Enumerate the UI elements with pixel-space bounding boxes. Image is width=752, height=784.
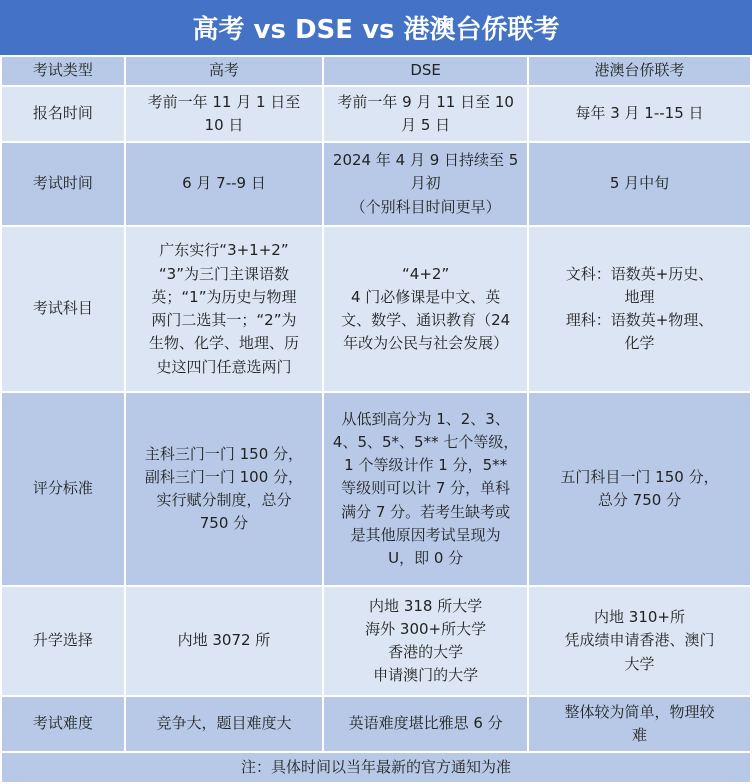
cell-line: 理科：语数英+物理、 [565,311,714,329]
cell-line: 年改为公民与社会发展） [343,334,509,353]
cell-line: “3”为三门主课语数 [158,264,289,283]
cell-line: 考前一年 11 月 1 日至 [147,92,301,111]
row-label: 考试难度 [1,696,125,752]
cell-dse [323,226,528,392]
cell-liankao [528,226,751,392]
cell-line: 2024 年 4 月 9 日持续至 5 [332,151,519,170]
row-admission [1,586,751,696]
cell-line: 文、数学、通识教育（24 [341,311,511,329]
cell-line: 等级则可以计 7 分，单科 [341,479,511,498]
cell-line: 考前一年 9 月 11 日至 10 [337,92,514,111]
cell-line: 整体较为简单，物理较 [564,702,715,721]
cell-line: 难 [631,726,647,744]
cell-dse [323,86,528,142]
cell-line: 广东实行“3+1+2” [159,241,289,260]
cell-gaokao [125,696,324,752]
cell-line: 化学 [624,334,655,353]
cell-line: 两门二选其一；“2”为 [151,311,297,329]
cell-line: 申请澳门的大学 [373,666,479,685]
cell-line: 750 分 [199,514,249,533]
page-title: 高考 vs DSE vs 港澳台侨联考 [0,0,752,55]
cell-line: 从低到高分为 1、2、3、 [341,409,510,428]
cell-line: 香港的大学 [388,643,464,661]
cell-line: 文科：语数英+历史、 [565,264,714,283]
cell-dse [323,392,528,586]
cell-line: 内地 310+所 [594,608,685,627]
cell-line: 满分 7 分。若考生缺考或 [341,502,511,521]
header-exam-type: 考试类型 [1,56,125,86]
footnote: 注：具体时间以当年最新的官方通知为准 [1,752,751,783]
row-exam-time [1,142,751,226]
cell-line: 副科三门一门 100 分， [144,467,304,486]
cell-liankao [528,586,751,696]
cell-line: 实行赋分制度，总分 [156,491,292,509]
cell-gaokao [125,86,324,142]
cell-line: 5 月中旬 [609,174,670,193]
row-label: 报名时间 [1,86,125,142]
cell-line: 6 月 7--9 日 [182,174,266,193]
row-label: 升学选择 [1,586,125,696]
cell-line: 史这四门任意选两门 [156,357,292,376]
cell-dse [323,142,528,226]
row-scoring [1,392,751,586]
row-subjects [1,226,751,392]
cell-dse [323,586,528,696]
header-liankao: 港澳台侨联考 [528,56,751,86]
cell-line: 英语难度堪比雅思 6 分 [348,714,503,733]
row-label: 评分标准 [1,392,125,586]
cell-line: 1 个等级计作 1 分，5** [344,456,508,475]
row-label: 考试科目 [1,226,125,392]
header-dse: DSE [323,56,528,86]
cell-line: 月初 [410,174,441,193]
cell-gaokao [125,586,324,696]
cell-line: 地理 [624,287,655,306]
cell-line: 生物、化学、地理、历 [148,334,299,353]
cell-gaokao [125,226,324,392]
cell-line: 月 5 日 [401,116,451,134]
cell-gaokao [125,142,324,226]
cell-line: 大学 [624,654,655,673]
cell-line: 4、5、5*、5** 七个等级， [332,432,519,451]
cell-line: 10 日 [204,116,244,134]
cell-liankao [528,142,751,226]
row-registration [1,86,751,142]
cell-line: U，即 0 分 [388,549,464,568]
cell-gaokao [125,392,324,586]
cell-line: 五门科目一门 150 分， [560,467,719,486]
comparison-table [0,55,752,784]
header-gaokao: 高考 [125,56,324,86]
cell-dse [323,696,528,752]
cell-line: 英；“1”为历史与物理 [151,287,297,306]
row-difficulty [1,696,751,752]
cell-line: 是其他原因考试呈现为 [350,525,501,544]
cell-line: 海外 300+所大学 [365,619,487,638]
cell-line: 每年 3 月 1--15 日 [575,104,704,123]
cell-liankao [528,86,751,142]
cell-line: 内地 318 所大学 [369,596,483,615]
header-row [1,56,751,86]
cell-line: （个别科目时间更早） [350,197,501,216]
cell-line: 竞争大，题目难度大 [156,714,292,733]
cell-line: 内地 3072 所 [177,631,271,650]
note-row [1,752,751,783]
cell-line: 凭成绩申请香港、澳门 [564,631,715,650]
cell-line: 主科三门一门 150 分， [144,444,304,463]
row-label: 考试时间 [1,142,125,226]
cell-line: “4+2” [402,264,450,283]
cell-line: 总分 750 分 [597,491,682,509]
cell-liankao [528,392,751,586]
cell-line: 4 门必修课是中文、英 [350,287,501,306]
cell-liankao [528,696,751,752]
